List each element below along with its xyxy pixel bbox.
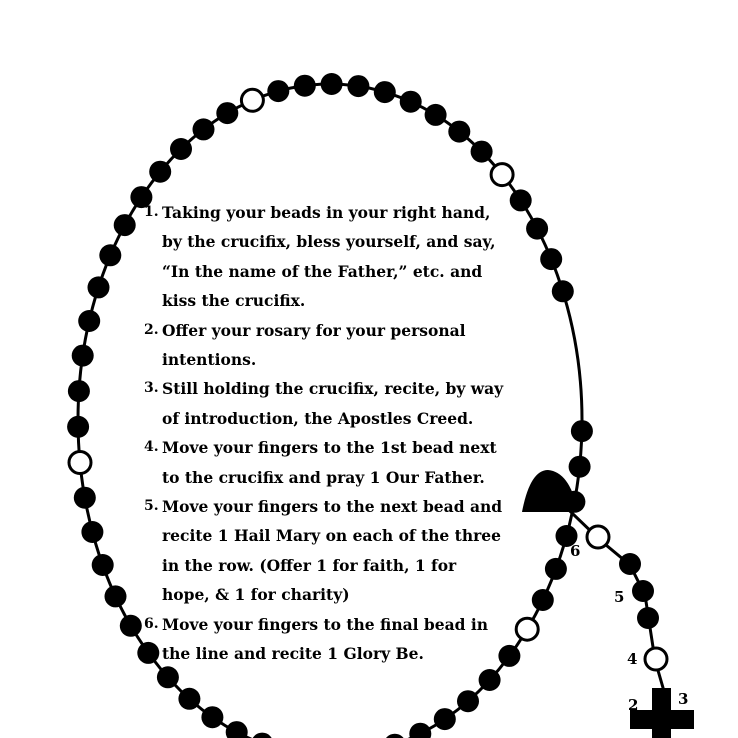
loop-bead-hail-mary bbox=[267, 80, 289, 102]
loop-bead-hail-mary bbox=[201, 706, 223, 728]
pendant-bead-hail-mary bbox=[619, 553, 641, 575]
loop-bead-hail-mary bbox=[178, 688, 200, 710]
pendant-bead-hail-mary bbox=[637, 607, 659, 629]
loop-bead-hail-mary bbox=[193, 118, 215, 140]
loop-bead-hail-mary bbox=[72, 345, 94, 367]
loop-bead-our-father bbox=[69, 452, 91, 474]
step-text: Still holding the crucifix, recite, by way of introduction, the Apostles Creed. bbox=[162, 379, 504, 428]
step-text: Move your fingers to the next bead and recite 1 Hail Mary on each of the three in the row. (Offer 1 for faith, 1 for hope, & 1 for charity) bbox=[162, 497, 503, 605]
loop-bead-hail-mary bbox=[321, 73, 343, 95]
pendant-bead-glory-be bbox=[587, 526, 609, 548]
bead-label-3: 3 bbox=[678, 690, 689, 708]
loop-bead-hail-mary bbox=[571, 420, 593, 442]
loop-bead-hail-mary bbox=[563, 491, 585, 513]
instruction-list bbox=[144, 198, 504, 669]
loop-bead-hail-mary bbox=[99, 244, 121, 266]
loop-bead-hail-mary bbox=[457, 690, 479, 712]
pendant-bead-our-father bbox=[645, 648, 667, 670]
instruction-step bbox=[144, 316, 504, 375]
loop-bead-hail-mary bbox=[294, 75, 316, 97]
crucifix-horizontal bbox=[630, 710, 694, 729]
loop-bead-hail-mary bbox=[552, 280, 574, 302]
loop-bead-hail-mary bbox=[226, 721, 248, 738]
step-number: 2. bbox=[144, 321, 159, 338]
instruction-step bbox=[144, 433, 504, 492]
loop-bead-hail-mary bbox=[78, 310, 100, 332]
step-number: 6. bbox=[144, 615, 159, 632]
loop-bead-hail-mary bbox=[400, 91, 422, 113]
loop-bead-hail-mary bbox=[251, 733, 273, 738]
loop-bead-hail-mary bbox=[425, 104, 447, 126]
loop-bead-hail-mary bbox=[68, 380, 90, 402]
loop-bead-hail-mary bbox=[88, 276, 110, 298]
step-number: 3. bbox=[144, 380, 159, 397]
bead-label-5: 5 bbox=[614, 588, 625, 606]
bead-label-4: 4 bbox=[627, 650, 638, 668]
loop-bead-hail-mary bbox=[545, 558, 567, 580]
step-number: 4. bbox=[144, 439, 159, 456]
loop-bead-hail-mary bbox=[114, 214, 136, 236]
loop-bead-hail-mary bbox=[170, 138, 192, 160]
bead-label-2: 2 bbox=[628, 696, 639, 714]
step-text: Taking your beads in your right hand, by the crucifix, bless yourself, and say, “In the name of the Father,” etc. and kiss the crucifix. bbox=[162, 203, 496, 311]
step-number: 5. bbox=[144, 498, 159, 515]
loop-bead-hail-mary bbox=[347, 75, 369, 97]
bead-label-6: 6 bbox=[570, 542, 581, 560]
loop-bead-hail-mary bbox=[92, 554, 114, 576]
loop-bead-hail-mary bbox=[510, 189, 532, 211]
loop-bead-hail-mary bbox=[384, 734, 406, 738]
loop-bead-our-father bbox=[491, 164, 513, 186]
loop-bead-hail-mary bbox=[479, 669, 501, 691]
instruction-step bbox=[144, 610, 504, 669]
loop-bead-hail-mary bbox=[569, 456, 591, 478]
loop-bead-hail-mary bbox=[434, 708, 456, 730]
loop-bead-hail-mary bbox=[81, 521, 103, 543]
loop-bead-hail-mary bbox=[120, 615, 142, 637]
loop-bead-hail-mary bbox=[216, 102, 238, 124]
loop-bead-hail-mary bbox=[105, 585, 127, 607]
loop-bead-hail-mary bbox=[471, 141, 493, 163]
loop-bead-hail-mary bbox=[532, 589, 554, 611]
step-text: Move your fingers to the 1st bead next to the crucifix and pray 1 Our Father. bbox=[162, 438, 497, 487]
loop-bead-hail-mary bbox=[149, 161, 171, 183]
instruction-step bbox=[144, 492, 504, 610]
loop-bead-our-father bbox=[241, 89, 263, 111]
step-text: Offer your rosary for your personal intentions. bbox=[162, 320, 466, 370]
loop-bead-hail-mary bbox=[448, 121, 470, 143]
loop-bead-hail-mary bbox=[540, 248, 562, 270]
pendant-bead-hail-mary bbox=[632, 580, 654, 602]
loop-bead-our-father bbox=[516, 618, 538, 640]
loop-bead-hail-mary bbox=[67, 416, 89, 438]
loop-bead-hail-mary bbox=[374, 81, 396, 103]
loop-bead-hail-mary bbox=[157, 666, 179, 688]
step-number: 1. bbox=[144, 204, 159, 220]
instruction-step bbox=[144, 198, 504, 316]
loop-bead-hail-mary bbox=[74, 487, 96, 509]
step-text: Move your fingers to the final bead in the line and recite 1 Glory Be. bbox=[162, 614, 489, 664]
loop-bead-hail-mary bbox=[409, 723, 431, 738]
loop-bead-hail-mary bbox=[526, 218, 548, 240]
instruction-step bbox=[144, 374, 504, 433]
